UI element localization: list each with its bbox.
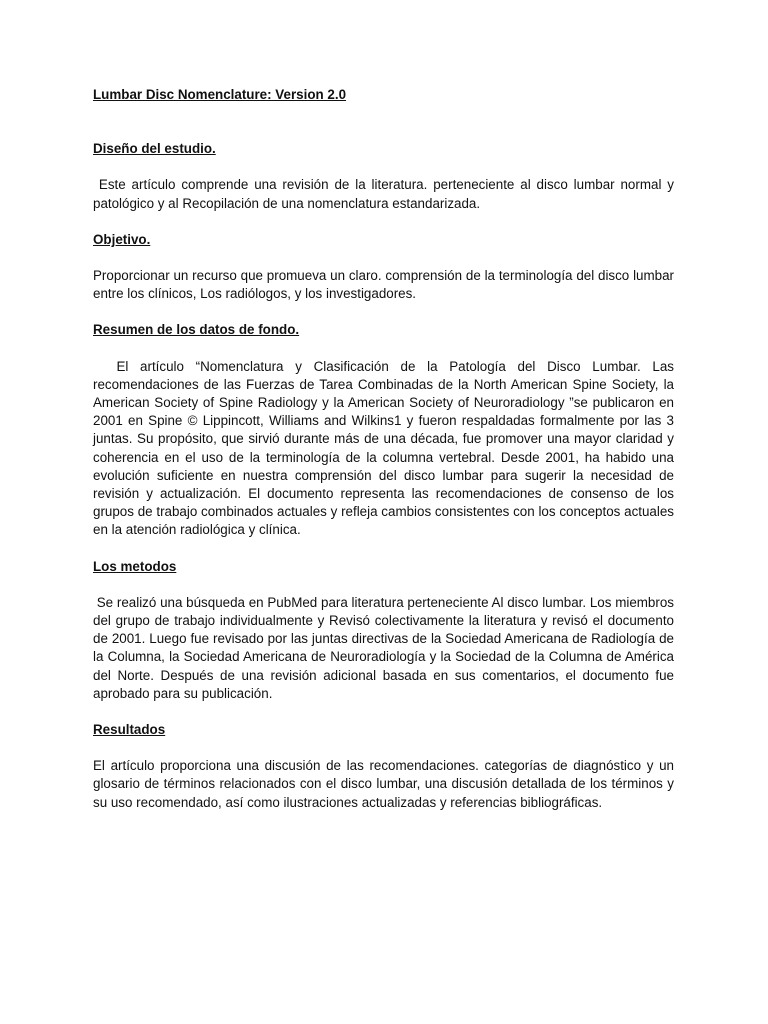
section-body-objetivo: Proporcionar un recurso que promueva un claro. comprensión de la terminología del disco lumbar entre los clínicos, Los radiólogos, y los investigadores.: [93, 268, 674, 302]
section-heading-resultados: Resultados: [93, 722, 166, 738]
section-heading-metodos: Los metodos: [93, 558, 177, 574]
document-page: [93, 86, 678, 812]
document-title: Lumbar Disc Nomenclature: Version 2.0: [93, 87, 347, 102]
section-body-resultados: El artículo proporciona una discusión de las recomendaciones. categorías de diagnóstico y un glosario de términos relacionados con el disco lumbar, una discusión detallada de los términos y su uso recomendado, así como ilustraciones actualizadas y referencias bibliográficas.: [93, 758, 674, 810]
section-body-resumen: El artículo “Nomenclatura y Clasificación de la Patología del Disco Lumbar. Las recomendaciones de las Fuerzas de Tarea Combinadas de la North American Spine Society, la American Society of Spine Radiology y la American Society of Neuroradiology ”se publicaron en 2001 en Spine © Lippincott, Williams and Wilkins1 y fueron respaldadas formalmente por las 3 juntas. Su propósito, que sirvió durante más de una década, fue promover una mayor claridad y coherencia en el uso de la terminología de la columna vertebral. Desde 2001, ha habido una evolución suficiente en nuestra comprensión del disco lumbar para sugerir la necesidad de revisión y actualización. El documento representa las recomendaciones de consenso de los grupos de trabajo combinados actuales y refleja cambios consistentes con los conceptos actuales en la atención radiológica y clínica.: [93, 358, 678, 538]
section-heading-objetivo: Objetivo.: [93, 231, 151, 247]
section-heading-resumen: Resumen de los datos de fondo.: [93, 322, 300, 338]
section-heading-diseno: Diseño del estudio.: [93, 141, 216, 157]
section-body-metodos: Se realizó una búsqueda en PubMed para literatura perteneciente Al disco lumbar. Los miembros del grupo de trabajo individualmente y Revisó colectivamente la literatura y revisó el documento de 2001. Luego fue revisado por las juntas directivas de la Sociedad Americana de Radiología de la Columna, la Sociedad Americana de Neuroradiología y la Sociedad de la Columna de América del Norte. Después de una revisión adicional basada en sus comentarios, el documento fue aprobado para su publicación.: [93, 594, 678, 701]
section-body-diseno: Este artículo comprende una revisión de la literatura. perteneciente al disco lumbar normal y patológico y al Recopilación de una nomenclatura estandarizada.: [93, 177, 678, 211]
